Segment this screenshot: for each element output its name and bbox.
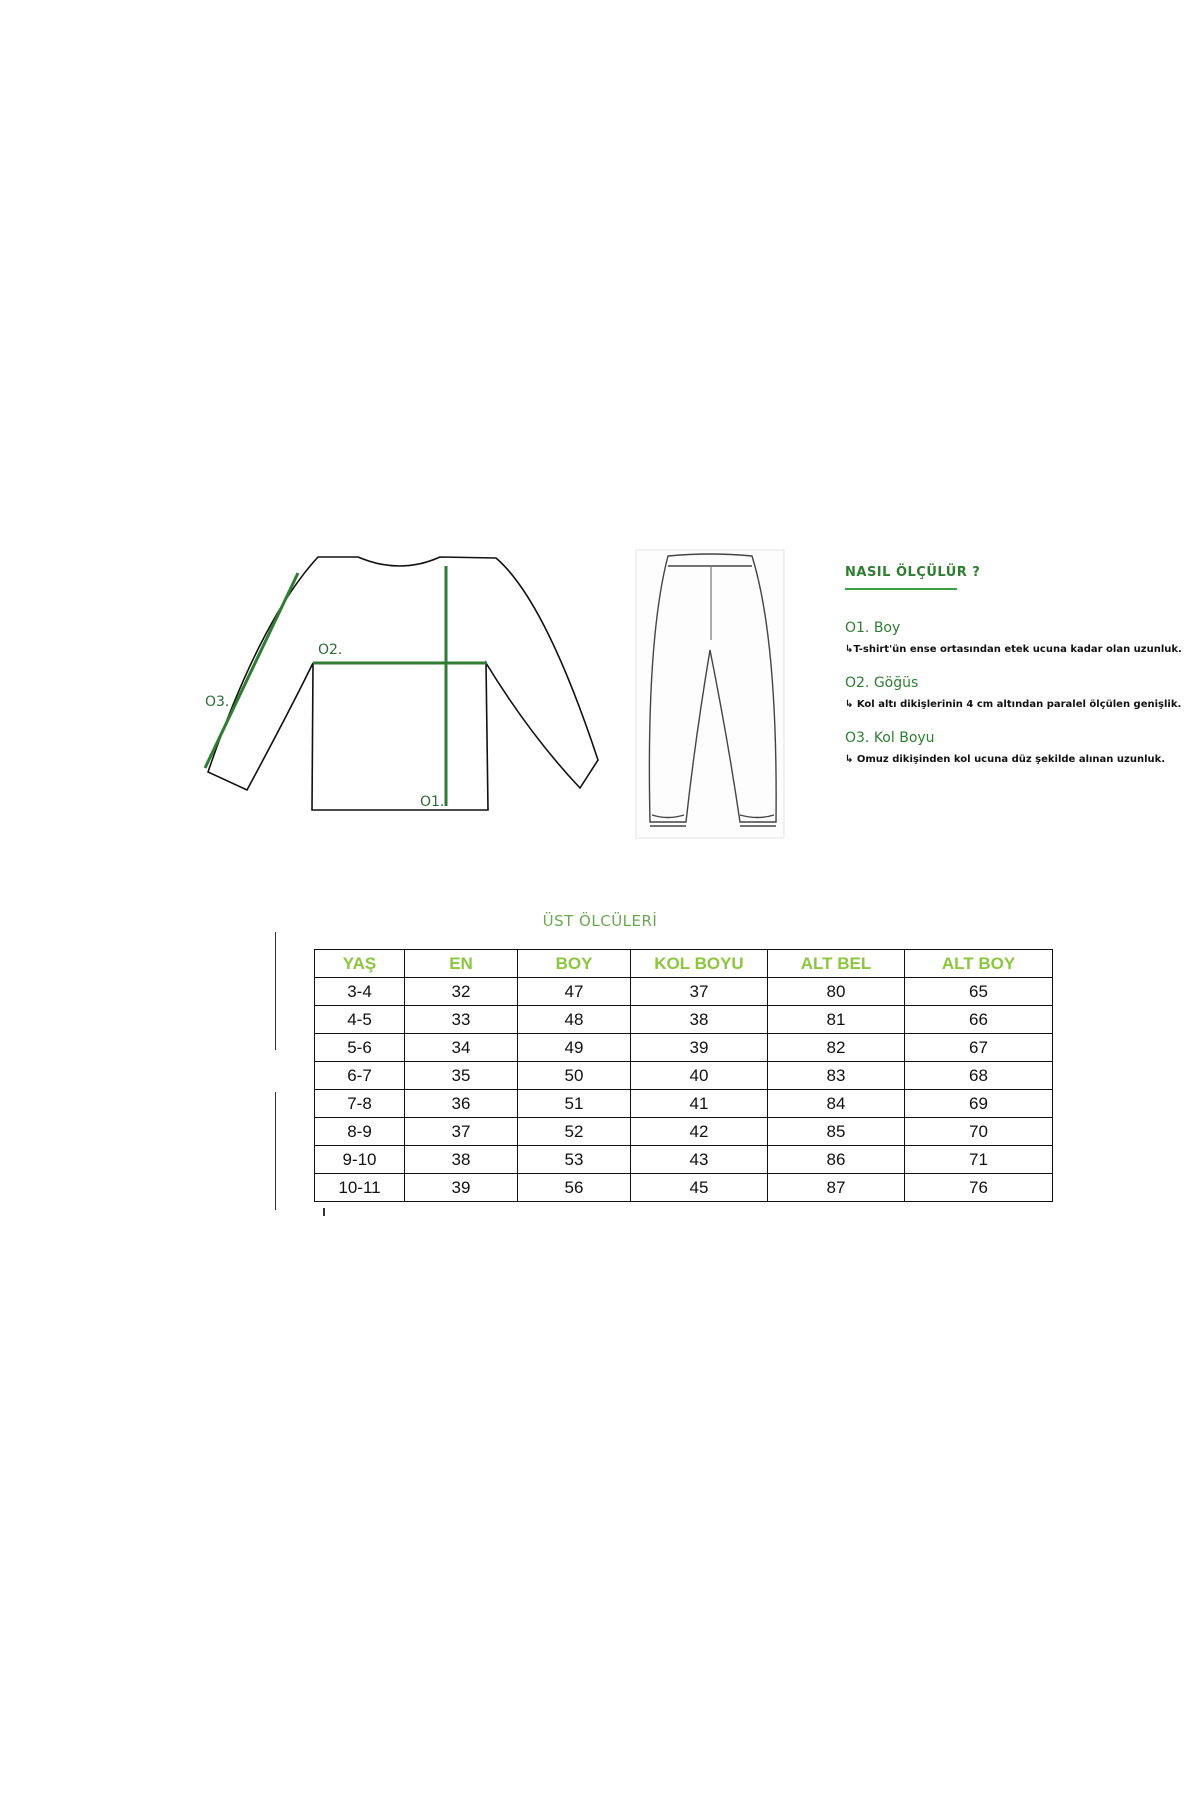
- cell-alt-boy: 76: [905, 1174, 1053, 1202]
- guide-title-underline: [845, 588, 957, 590]
- label-o3: O3.: [205, 694, 230, 710]
- cell-kol-boyu: 42: [631, 1118, 768, 1146]
- col-header-age: YAŞ: [315, 950, 405, 978]
- sleeve-measure-line: [205, 573, 298, 768]
- guide-title: NASIL ÖLÇÜLÜR ?: [845, 565, 981, 580]
- cell-boy: 56: [518, 1174, 631, 1202]
- table-row: [315, 1146, 1053, 1174]
- col-header-alt-bel: ALT BEL: [768, 950, 905, 978]
- cell-alt-boy: 66: [905, 1006, 1053, 1034]
- cell-alt-boy: 65: [905, 978, 1053, 1006]
- col-header-kol-boyu: KOL BOYU: [631, 950, 768, 978]
- col-header-boy: BOY: [518, 950, 631, 978]
- cell-en: 32: [405, 978, 518, 1006]
- cell-kol-boyu: 45: [631, 1174, 768, 1202]
- cell-alt-boy: 68: [905, 1062, 1053, 1090]
- shirt-drawing: [208, 557, 598, 810]
- table-row: [315, 1118, 1053, 1146]
- cell-boy: 53: [518, 1146, 631, 1174]
- table-row: [315, 1174, 1053, 1202]
- table-row: [315, 1034, 1053, 1062]
- cell-age: 9-10: [315, 1146, 405, 1174]
- table-row: [315, 1090, 1053, 1118]
- cell-en: 33: [405, 1006, 518, 1034]
- cell-kol-boyu: 40: [631, 1062, 768, 1090]
- guide-item-desc: ↳ Kol altı dikişlerinin 4 cm altından paralel ölçülen genişlik.: [845, 699, 1182, 710]
- artifact-line: [275, 932, 276, 1050]
- guide-item-desc: ↳T-shirt'ün ense ortasından etek ucuna kadar olan uzunluk.: [845, 644, 1182, 655]
- cell-boy: 48: [518, 1006, 631, 1034]
- measurement-guide: [845, 565, 1182, 785]
- cell-alt-bel: 82: [768, 1034, 905, 1062]
- cell-boy: 52: [518, 1118, 631, 1146]
- artifact-line: [275, 1092, 276, 1210]
- guide-item-label: O1. Boy: [845, 620, 901, 636]
- cell-alt-boy: 67: [905, 1034, 1053, 1062]
- cell-age: 3-4: [315, 978, 405, 1006]
- table-row: [315, 978, 1053, 1006]
- cell-age: 10-11: [315, 1174, 405, 1202]
- cell-alt-bel: 86: [768, 1146, 905, 1174]
- cell-alt-bel: 87: [768, 1174, 905, 1202]
- pants-drawing: [636, 550, 784, 838]
- cell-alt-bel: 80: [768, 978, 905, 1006]
- cell-age: 5-6: [315, 1034, 405, 1062]
- label-o1: O1.: [420, 794, 445, 810]
- cell-en: 35: [405, 1062, 518, 1090]
- table-header-row: [315, 950, 1053, 978]
- cell-en: 34: [405, 1034, 518, 1062]
- cell-kol-boyu: 37: [631, 978, 768, 1006]
- size-table: [314, 949, 1053, 1202]
- col-header-alt-boy: ALT BOY: [905, 950, 1053, 978]
- cell-boy: 49: [518, 1034, 631, 1062]
- artifact-mark: [323, 1208, 325, 1216]
- cell-kol-boyu: 41: [631, 1090, 768, 1118]
- cell-alt-bel: 83: [768, 1062, 905, 1090]
- cell-alt-bel: 81: [768, 1006, 905, 1034]
- cell-en: 37: [405, 1118, 518, 1146]
- cell-boy: 47: [518, 978, 631, 1006]
- cell-alt-boy: 69: [905, 1090, 1053, 1118]
- cell-age: 6-7: [315, 1062, 405, 1090]
- cell-en: 36: [405, 1090, 518, 1118]
- cell-alt-boy: 70: [905, 1118, 1053, 1146]
- table-title: ÜST ÖLCÜLERİ: [542, 912, 658, 930]
- cell-alt-bel: 84: [768, 1090, 905, 1118]
- cell-kol-boyu: 39: [631, 1034, 768, 1062]
- cell-age: 8-9: [315, 1118, 405, 1146]
- table-row: [315, 1006, 1053, 1034]
- cell-en: 38: [405, 1146, 518, 1174]
- cell-age: 7-8: [315, 1090, 405, 1118]
- cell-alt-boy: 71: [905, 1146, 1053, 1174]
- cell-boy: 51: [518, 1090, 631, 1118]
- shirt-measure-lines: [205, 566, 487, 806]
- label-o2: O2.: [318, 642, 343, 658]
- cell-en: 39: [405, 1174, 518, 1202]
- table-row: [315, 1062, 1053, 1090]
- cell-age: 4-5: [315, 1006, 405, 1034]
- guide-item-label: O3. Kol Boyu: [845, 730, 935, 746]
- cell-kol-boyu: 38: [631, 1006, 768, 1034]
- cell-alt-bel: 85: [768, 1118, 905, 1146]
- col-header-en: EN: [405, 950, 518, 978]
- guide-item-label: O2. Göğüs: [845, 675, 919, 691]
- cell-kol-boyu: 43: [631, 1146, 768, 1174]
- guide-item-desc: ↳ Omuz dikişinden kol ucuna düz şekilde alınan uzunluk.: [845, 754, 1166, 765]
- cell-boy: 50: [518, 1062, 631, 1090]
